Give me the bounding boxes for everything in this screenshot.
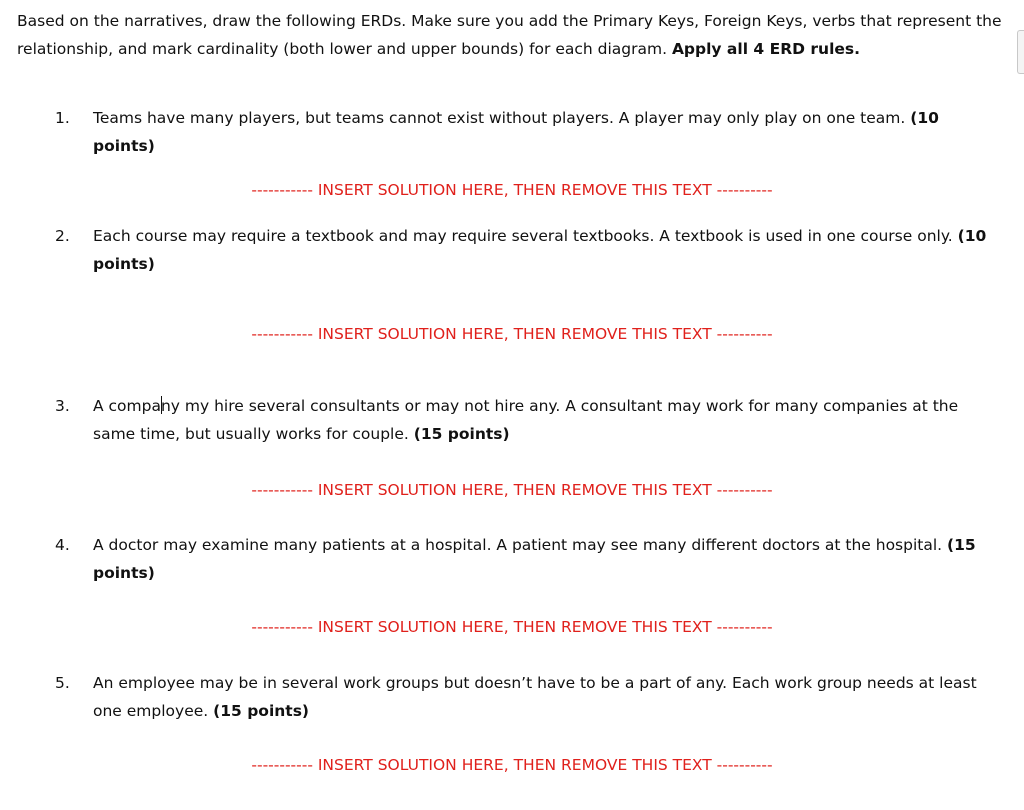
question-text[interactable] [93, 104, 998, 160]
question-number: 5. [55, 674, 70, 692]
question-number: 2. [55, 227, 70, 245]
solution-placeholder-4[interactable]: ----------- INSERT SOLUTION HERE, THEN REMOVE THIS TEXT ---------- [251, 618, 773, 636]
page-edge-tab [1017, 30, 1024, 74]
question-body: A doctor may examine many patients at a hospital. A patient may see many different doctors at the hospital. [93, 536, 943, 554]
question-number: 3. [55, 397, 70, 415]
question-text[interactable] [93, 531, 998, 587]
question-text[interactable] [93, 222, 998, 278]
instructions-paragraph [17, 8, 1002, 63]
question-body: Each course may require a textbook and may require several textbooks. A textbook is used in one course only. [93, 227, 953, 245]
question-points: (10 points) [93, 109, 939, 155]
question-text[interactable] [93, 669, 998, 725]
question-number: 1. [55, 109, 70, 127]
question-body-start: A compa [93, 397, 161, 415]
question-body: An employee may be in several work groups but doesn’t have to be a part of any. Each work group needs at least one employee. [93, 674, 977, 720]
question-body: Teams have many players, but teams cannot exist without players. A player may only play on one team. [93, 109, 906, 127]
solution-placeholder-2[interactable]: ----------- INSERT SOLUTION HERE, THEN REMOVE THIS TEXT ---------- [251, 325, 773, 343]
solution-placeholder-3[interactable]: ----------- INSERT SOLUTION HERE, THEN REMOVE THIS TEXT ---------- [251, 481, 773, 499]
question-body: ny my hire several consultants or may not hire any. A consultant may work for many companies at the same time, but usually works for couple. [93, 397, 959, 443]
question-points: (15 points) [213, 702, 310, 720]
question-number: 4. [55, 536, 70, 554]
instructions-bold-text: Apply all 4 ERD rules. [671, 39, 861, 58]
question-text[interactable] [93, 392, 998, 448]
solution-placeholder-5[interactable]: ----------- INSERT SOLUTION HERE, THEN REMOVE THIS TEXT ---------- [251, 756, 773, 774]
question-points: (15 points) [93, 536, 976, 582]
instructions-text: Based on the narratives, draw the following ERDs. Make sure you add the Primary Keys, Foreign Keys, verbs that represent the relationship, and mark cardinality (both lower and upper bounds) for each diagram. [17, 12, 1002, 58]
question-points: (15 points) [413, 425, 510, 443]
question-points: (10 points) [93, 227, 987, 273]
solution-placeholder-1[interactable]: ----------- INSERT SOLUTION HERE, THEN REMOVE THIS TEXT ---------- [251, 181, 773, 199]
